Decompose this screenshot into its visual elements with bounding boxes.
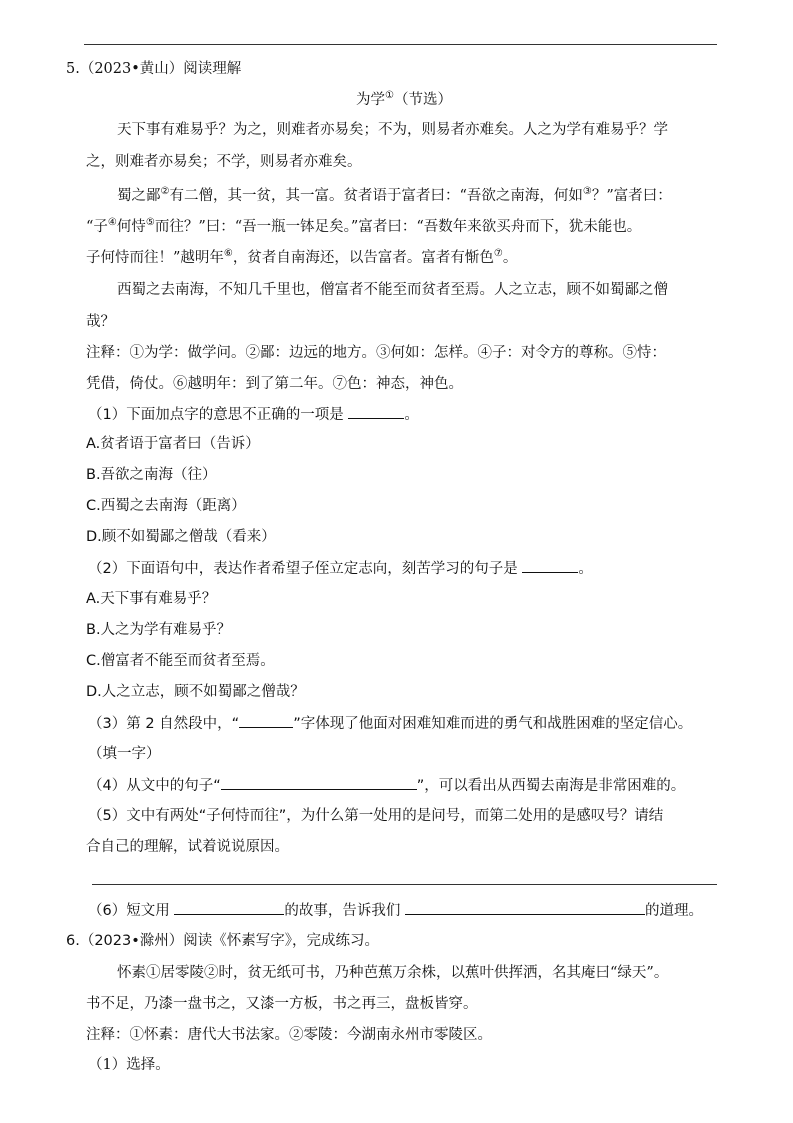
answer-line[interactable] [92,884,717,885]
passage-title [356,90,452,110]
text-run: 子何恃而往！”越明年 [86,250,224,266]
text-run: 有二僧，其一贫，其一富。贫者语于富者曰：“吾欲之南海，何如 [169,188,583,204]
text-run: 而往？”曰：“吾一瓶一钵足矣。”富者曰：“吾数年来欲买舟而下，犹未能也。 [154,219,642,235]
notes-line1: 注释：①为学：做学问。②鄙：边远的地方。③何如：怎样。④子：对令方的尊称。⑤恃： [86,345,666,361]
q6-header: 6.（2023•滁州）阅读《怀素写字》，完成练习。 [66,933,380,949]
notes-line2: 凭借，倚仗。⑥越明年：到了第二年。⑦色：神态，神色。 [86,376,463,392]
text-run: “子 [86,219,108,235]
answer-blank[interactable] [522,558,578,573]
subq6-text-end: 的道理。 [644,903,703,919]
subq6-stem [88,900,703,921]
subq2-option-c[interactable]: C.僧富者不能至而贫者至焉。 [86,653,275,669]
subq1-text: （1）下面加点字的意思不正确的一项是 [88,407,344,423]
text-run: ？”富者曰： [591,188,672,204]
text-run: ，贫者自南海还，以告富者。富者有惭色 [232,250,494,266]
subq1-option-d[interactable]: D.顾不如蜀鄙之僧哉（看来） [86,529,276,545]
subq1-option-a[interactable]: A.贫者语于富者曰（告诉） [86,436,260,452]
footnote-mark: ⑤ [145,217,155,229]
passage-p2-line1 [117,186,672,206]
title-footnote-mark: ① [385,90,394,102]
subq2-end: 。 [578,561,593,577]
answer-blank[interactable] [405,900,645,915]
footnote-mark: ④ [107,217,117,229]
subq3-text: （3）第 2 自然段中，“ [88,716,240,732]
q6-subq1: （1）选择。 [88,1057,170,1073]
subq1-stem [88,404,419,425]
subq4-text: （4）从文中的句子“ [88,778,221,794]
subq2-option-a[interactable]: A.天下事有难易乎？ [86,591,217,607]
passage-p2-line2 [86,217,641,237]
subq2-text: （2）下面语句中，表达作者希望子侄立定志向，刻苦学习的句子是 [88,561,518,577]
top-rule [84,44,717,45]
passage-p2-line3 [86,248,517,268]
subq3-text-end: ”字体现了他面对困难知难而进的勇气和战胜困难的坚定信心。 [293,716,693,732]
answer-blank[interactable] [221,775,417,790]
subq3-hint: （填一字） [88,746,161,762]
answer-blank[interactable] [348,404,404,419]
footnote-mark: ② [160,186,170,198]
text-run: 。 [502,250,518,266]
subq3-stem [88,713,692,734]
text-run: 蜀之鄙 [117,188,161,204]
passage-p1-line1: 天下事有难易乎？为之，则难者亦易矣；不为，则易者亦难矣。人之为学有难易乎？学 [117,122,668,138]
subq6-text: （6）短文用 [88,903,170,919]
subq2-option-d[interactable]: D.人之立志，顾不如蜀鄙之僧哉？ [86,684,305,700]
passage-p3-line1: 西蜀之去南海，不知几千里也，僧富者不能至而贫者至焉。人之立志，顾不如蜀鄙之僧 [117,282,668,298]
footnote-mark: ⑦ [493,248,503,260]
passage-title-suffix: （节选） [393,92,452,108]
q6-passage-line2: 书不足，乃漆一盘书之，又漆一方板，书之再三，盘板皆穿。 [86,996,478,1012]
q5-header: 5.（2023•黄山）阅读理解 [66,61,242,77]
passage-title-text: 为学 [356,92,385,108]
subq2-option-b[interactable]: B.人之为学有难易乎？ [86,622,232,638]
q6-notes: 注释：①怀素：唐代大书法家。②零陵：今湖南永州市零陵区。 [86,1027,492,1043]
subq6-text-mid: 的故事，告诉我们 [284,903,401,919]
subq5-line2: 合自己的理解，试着说说原因。 [86,839,289,855]
subq5-line1: （5）文中有两处“子何恃而往”，为什么第一处用的是问号，而第二处用的是感叹号？请结 [88,808,664,824]
answer-blank[interactable] [174,900,284,915]
footnote-mark: ③ [582,186,592,198]
subq4-stem [88,775,685,796]
subq1-option-c[interactable]: C.西蜀之去南海（距离） [86,498,246,514]
subq1-option-b[interactable]: B.吾欲之南海（往） [86,467,217,483]
passage-p1-line2: 之，则难者亦易矣；不学，则易者亦难矣。 [86,154,362,170]
passage-p3-line2: 哉？ [86,314,115,330]
footnote-mark: ⑥ [223,248,233,260]
subq1-end: 。 [404,407,419,423]
q6-passage-line1: 怀素①居零陵②时，贫无纸可书，乃种芭蕉万余株，以蕉叶供挥洒，名其庵曰“绿天”。 [117,965,669,981]
text-run: 何恃 [116,219,146,235]
subq4-text-end: ”，可以看出从西蜀去南海是非常困难的。 [416,778,686,794]
answer-blank[interactable] [239,713,293,728]
subq2-stem [88,558,593,579]
